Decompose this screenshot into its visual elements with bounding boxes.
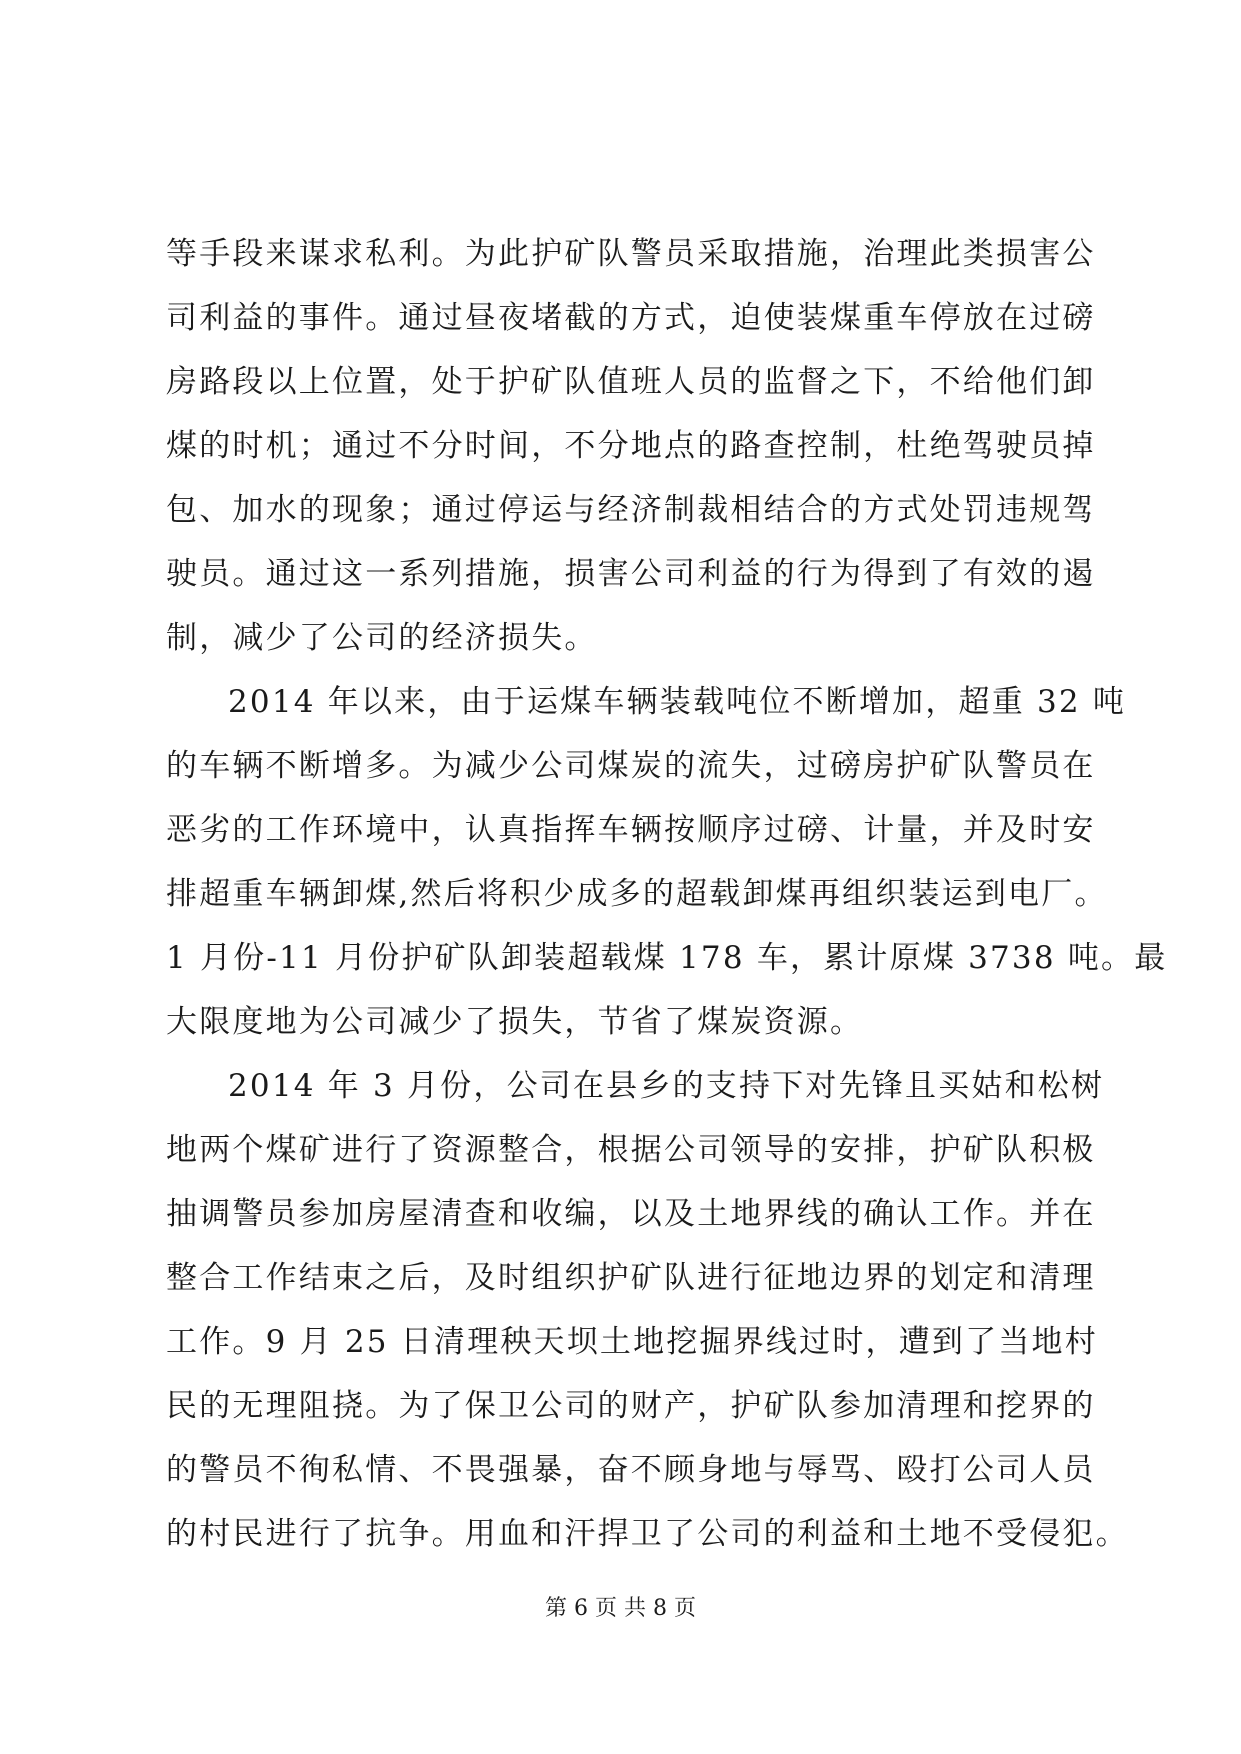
body-text (166, 222, 1168, 1566)
paragraph-start-line: 2014 年 3 月份，公司在县乡的支持下对先锋且买姑和松树 (228, 1068, 1105, 1104)
text-line: 恶劣的工作环境中，认真指挥车辆按顺序过磅、计量，并及时安 (166, 812, 1096, 848)
text-line: 1 月份-11 月份护矿队卸装超载煤 178 车，累计原煤 3738 吨。最 (166, 940, 1168, 976)
text-line: 工作。9 月 25 日清理秧天坝土地挖掘界线过时，遭到了当地村 (166, 1324, 1098, 1360)
text-line: 房路段以上位置，处于护矿队值班人员的监督之下，不给他们卸 (166, 364, 1096, 400)
text-line: 等手段来谋求私利。为此护矿队警员采取措施，治理此类损害公 (166, 236, 1096, 272)
paragraph-start-line: 2014 年以来，由于运煤车辆装载吨位不断增加，超重 32 吨 (228, 684, 1127, 720)
text-line: 整合工作结束之后，及时组织护矿队进行征地边界的划定和清理 (166, 1260, 1096, 1296)
text-line: 的村民进行了抗争。用血和汗捍卫了公司的利益和土地不受侵犯。 (166, 1516, 1129, 1552)
text-line: 包、加水的现象；通过停运与经济制裁相结合的方式处罚违规驾 (166, 492, 1096, 528)
text-line: 的警员不徇私情、不畏强暴，奋不顾身地与辱骂、殴打公司人员 (166, 1452, 1096, 1488)
text-line: 的车辆不断增多。为减少公司煤炭的流失，过磅房护矿队警员在 (166, 748, 1096, 784)
text-line: 司利益的事件。通过昼夜堵截的方式，迫使装煤重车停放在过磅 (166, 300, 1096, 336)
text-line: 制，减少了公司的经济损失。 (166, 620, 598, 656)
text-line: 排超重车辆卸煤,然后将积少成多的超载卸煤再组织装运到电厂。 (166, 876, 1108, 912)
text-line: 地两个煤矿进行了资源整合，根据公司领导的安排，护矿队积极 (166, 1132, 1096, 1168)
text-line: 民的无理阻挠。为了保卫公司的财产，护矿队参加清理和挖界的 (166, 1388, 1096, 1424)
text-line: 驶员。通过这一系列措施，损害公司利益的行为得到了有效的遏 (166, 556, 1096, 592)
text-line: 大限度地为公司减少了损失，节省了煤炭资源。 (166, 1004, 864, 1040)
page-number-footer: 第 6 页 共 8 页 (545, 1596, 696, 1621)
text-line: 煤的时机；通过不分时间，不分地点的路查控制，杜绝驾驶员掉 (166, 428, 1096, 464)
text-line: 抽调警员参加房屋清查和收编，以及土地界线的确认工作。并在 (166, 1196, 1096, 1232)
